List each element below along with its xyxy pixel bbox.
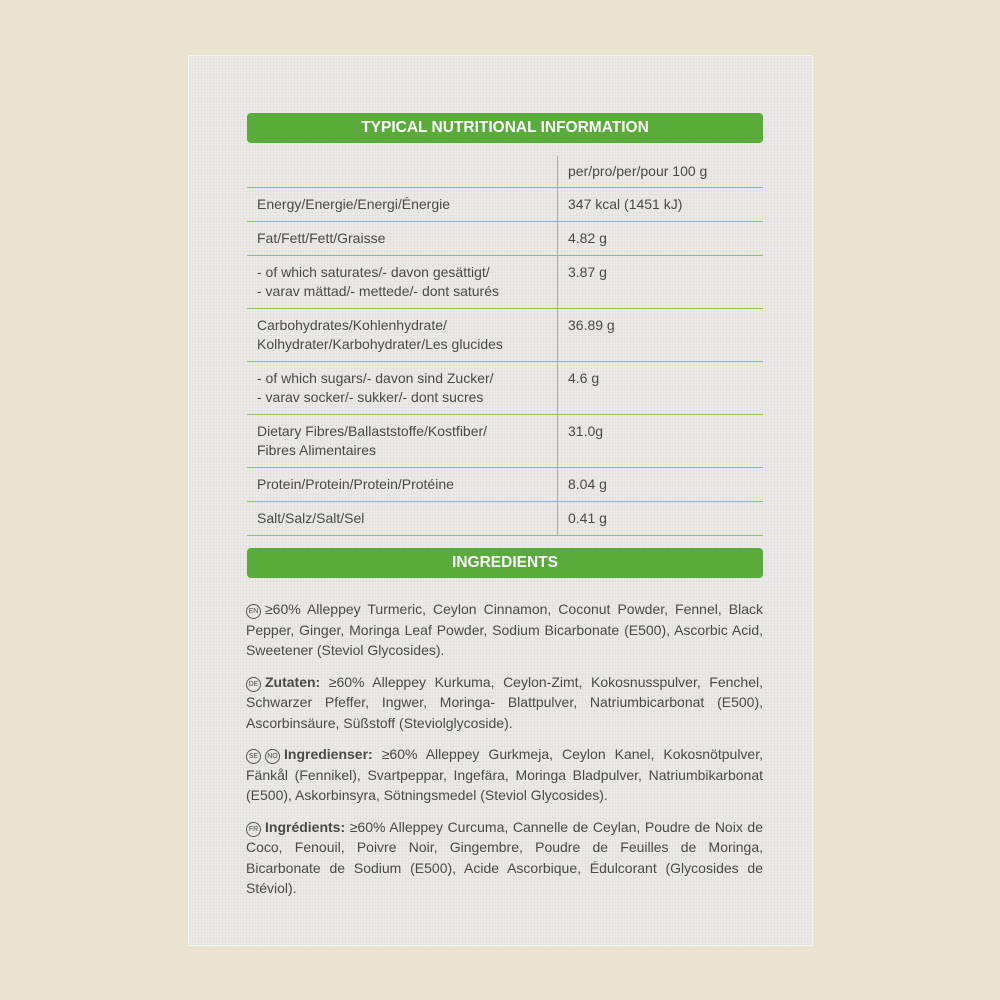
ingredients-heading: Ingredienser: xyxy=(284,746,373,762)
nutrient-value: 4.82 g xyxy=(568,230,607,246)
table-row xyxy=(247,256,763,309)
language-flag-icon: SE xyxy=(246,749,261,764)
nutrient-value: 0.41 g xyxy=(568,510,607,526)
table-row xyxy=(247,502,763,536)
ingredients-title: INGREDIENTS xyxy=(247,548,763,578)
nutrient-value: 3.87 g xyxy=(568,264,607,280)
ingredients-heading: Ingrédients: xyxy=(265,818,346,835)
ingredients-paragraph xyxy=(246,672,763,734)
nutrient-label-line: - of which sugars/- davon sind Zucker/ xyxy=(257,370,494,386)
language-flag-icon: EN xyxy=(246,604,261,619)
table-row xyxy=(247,468,763,502)
nutrient-value: 31.0g xyxy=(568,423,604,439)
nutrient-label xyxy=(247,222,558,255)
table-row xyxy=(247,362,763,415)
nutrient-label-line: Protein/Protein/Protein/Protéine xyxy=(257,476,454,492)
nutrient-label-line: Dietary Fibres/Ballaststoffe/Kostfiber/ xyxy=(257,423,488,439)
nutrient-label xyxy=(247,415,558,467)
nutrient-value: 347 kcal (1451 kJ) xyxy=(568,196,683,212)
ingredients-list xyxy=(246,599,763,910)
header-empty-cell xyxy=(247,156,558,187)
nutrient-value: 4.6 g xyxy=(568,370,600,386)
table-row xyxy=(247,309,763,362)
table-row xyxy=(247,222,763,256)
nutrient-label xyxy=(247,362,558,414)
nutrition-table xyxy=(247,156,763,536)
nutrient-label-line: Kolhydrater/Karbohydrater/Les glucides xyxy=(257,336,503,352)
column-header: per/pro/per/pour 100 g xyxy=(568,163,708,179)
nutrient-label-line: - varav socker/- sukker/- dont sucres xyxy=(257,389,484,405)
ingredients-text: ≥60% Alleppey Turmeric, Ceylon Cinnamon, Coconut Powder, Fennel, Black Pepper, Ginger, Moringa Leaf Powder, Sodium Bicarbonate (E500), Ascorbic Acid, Sweetener (Steviol Glycosides). xyxy=(246,601,763,658)
ingredients-paragraph xyxy=(246,744,763,806)
nutrient-label-line: Fibres Alimentaires xyxy=(257,442,377,458)
nutrient-label xyxy=(247,309,558,361)
ingredients-text: ≥60% Alleppey Kurkuma, Ceylon-Zimt, Kokosnusspulver, Fenchel, Schwarzer Pfeffer, Ingwer, Moringa- Blattpulver, Natriumbicarbonat (E500), Ascorbinsäure, Süßstoff (Steviolglycoside). xyxy=(246,673,763,731)
nutrition-title: TYPICAL NUTRITIONAL INFORMATION xyxy=(247,113,763,143)
nutrient-label xyxy=(247,502,558,535)
table-header-row xyxy=(247,156,763,188)
nutrient-label xyxy=(247,468,558,501)
language-flag-icon: FR xyxy=(246,822,261,837)
nutrient-label-line: Energy/Energie/Energi/Énergie xyxy=(257,196,451,212)
nutrient-label xyxy=(247,256,558,308)
ingredients-heading: Zutaten: xyxy=(265,673,321,690)
nutrient-label-line: Salt/Salz/Salt/Sel xyxy=(257,510,365,526)
language-flag-icon: DE xyxy=(246,677,261,692)
nutrient-value: 8.04 g xyxy=(568,476,607,492)
language-flag-icon: NO xyxy=(265,749,280,764)
label-card xyxy=(188,55,813,946)
ingredients-paragraph xyxy=(246,817,763,899)
nutrient-label-line: Fat/Fett/Fett/Graisse xyxy=(257,230,386,246)
table-row xyxy=(247,415,763,468)
ingredients-text: ≥60% Alleppey Gurkmeja, Ceylon Kanel, Kokosnötpulver, Fänkål (Fennikel), Svartpeppar, Ingefära, Moringa Bladpulver, Natriumbikarbonat (E500), Askorbinsyra, Sötningsmedel (Steviol Glycosides). xyxy=(246,746,763,803)
nutrient-label-line: - of which saturates/- davon gesättigt/ xyxy=(257,264,490,280)
nutrient-label-line: - varav mättad/- mettede/- dont saturés xyxy=(257,283,499,299)
nutrient-label xyxy=(247,188,558,221)
nutrient-label-line: Carbohydrates/Kohlenhydrate/ xyxy=(257,317,447,333)
table-row xyxy=(247,188,763,222)
ingredients-paragraph xyxy=(246,599,763,661)
ingredients-text: ≥60% Alleppey Curcuma, Cannelle de Ceylan, Poudre de Noix de Coco, Fenouil, Poivre Noir, Gingembre, Poudre de Feuilles de Moringa, Bicarbonate de Sodium (E500), Acide Ascorbique, Édulcorant (Glycosides de Stéviol). xyxy=(246,818,763,896)
nutrient-value: 36.89 g xyxy=(568,317,615,333)
